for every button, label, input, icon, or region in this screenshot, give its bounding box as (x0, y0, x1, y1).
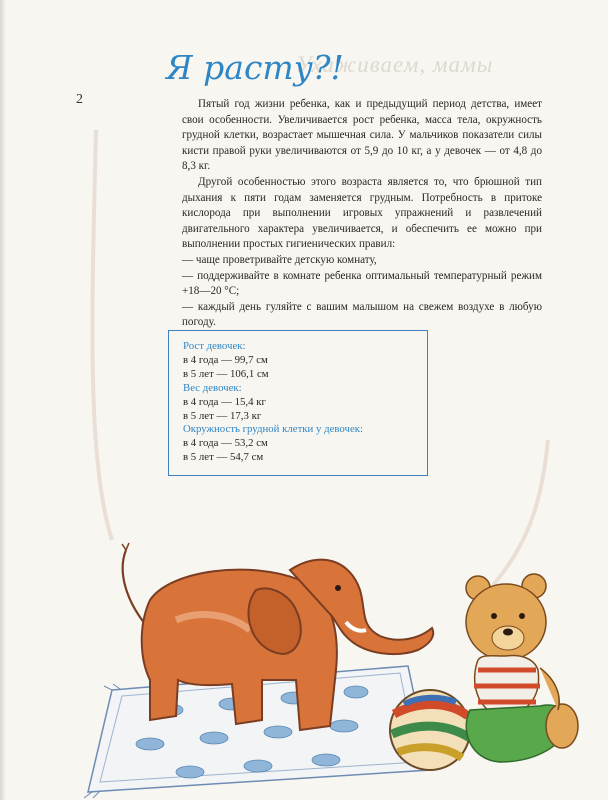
chest-4-years: в 4 года — 53,2 см (183, 437, 268, 450)
illustration (0, 530, 608, 800)
list-item: — чаще проветривайте детскую комнату, (182, 253, 377, 266)
paragraph-1: Пятый год жизни ребенка, как и предыдущий период детства, имеет свои особенности. Увеличивается рост ребенка, масса тела, окружность грудной клетки, возрастает мышечная сила. У мальчиков показатели силы кисти правой руки увеличиваются от 5,9 до 10 кг, а у девочек — от 4,8 до 8,3 кг. (182, 98, 542, 173)
striped-ball-illustration (390, 690, 470, 770)
teddy-bear-illustration (466, 574, 578, 762)
weight-5-years: в 5 лет — 17,3 кг (183, 409, 262, 422)
bleed-through-heading: Ухаживаем, мамы (296, 52, 494, 77)
paragraph-2: Другой особенностью этого возраста является то, что брюшной тип дыхания к пяти годам заменяется грудным. Потребность в притоке кислорода при выполнении игровых упражнений и развлечений двигательного характера увеличивается, и обеспечить ее можно при выполнении простых гигиенических правил: (182, 175, 542, 251)
girls-stats-box (168, 330, 428, 476)
height-5-years: в 5 лет — 106,1 см (183, 367, 269, 380)
height-heading: Рост девочек: (183, 340, 246, 352)
chest-heading: Окружность грудной клетки у девочек: (183, 423, 364, 436)
chest-5-years: в 5 лет — 54,7 см (183, 451, 264, 464)
page-title: Я расту?! (166, 48, 344, 87)
weight-4-years: в 4 года — 15,4 кг (183, 395, 266, 408)
weight-heading: Вес девочек: (183, 381, 242, 394)
list-item: — каждый день гуляйте с вашим малышом на свежем воздухе в любую погоду. (182, 300, 542, 329)
height-4-years: в 4 года — 99,7 см (183, 353, 268, 366)
body-text (182, 97, 542, 331)
list-item: — поддерживайте в комнате ребенка оптимальный температурный режим +18—20 °С; (182, 269, 542, 298)
page-number: 2 (76, 92, 83, 107)
